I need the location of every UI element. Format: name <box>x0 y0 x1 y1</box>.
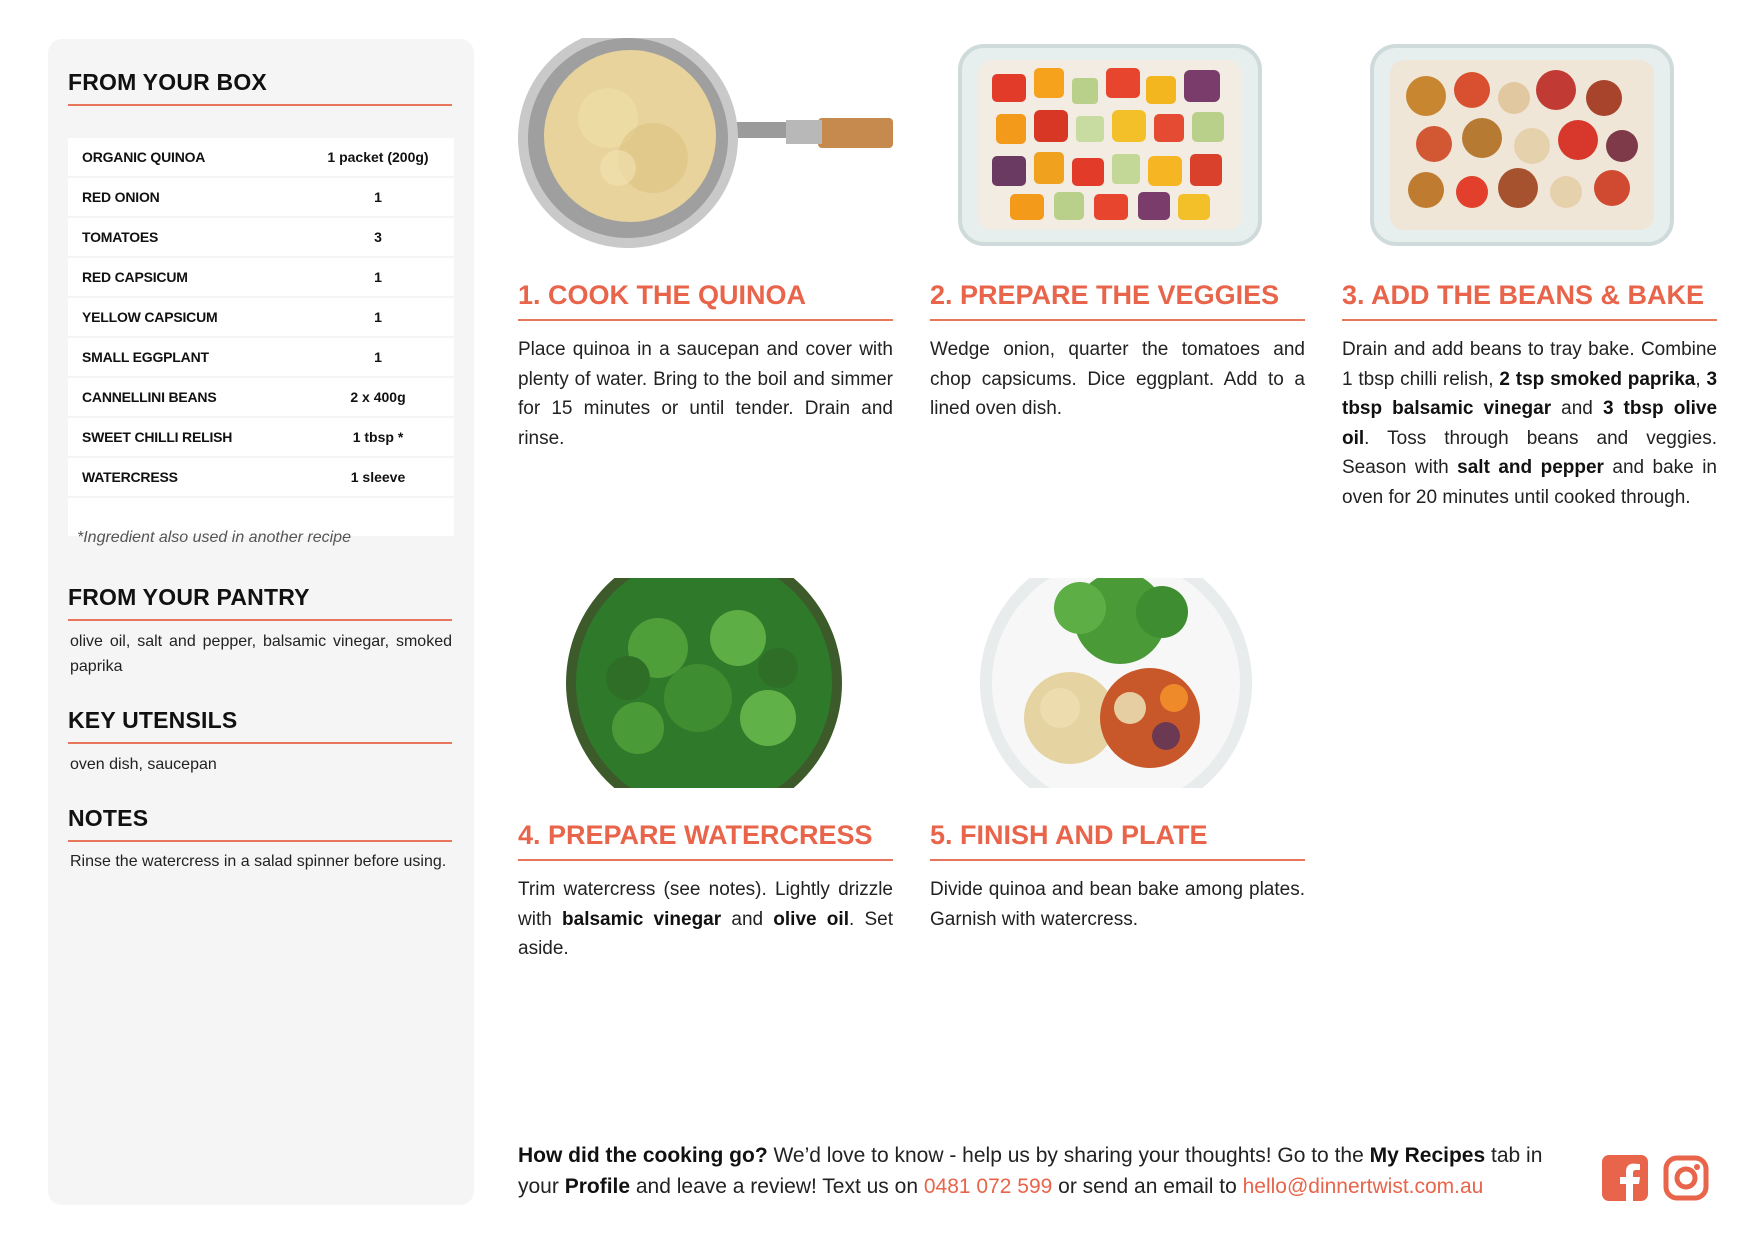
table-row <box>68 378 454 416</box>
step-3-bold-vinegar: 3 tbsp balsamic vinegar <box>1342 368 1718 419</box>
veggie-tray-illustration <box>930 38 1305 248</box>
step-2-text: Wedge onion, quarter the tomatoes and chop capsicums. Dice eggplant. Add to a lined oven dish. <box>930 339 1305 419</box>
plated-dish-illustration <box>930 578 1305 788</box>
footer-email-link[interactable]: hello@dinnertwist.com.au <box>1242 1175 1484 1198</box>
ingredient-name: YELLOW CAPSICUM <box>68 298 302 336</box>
step-4-text-part: and <box>721 908 774 930</box>
footer-heading: How did the cooking go? <box>518 1144 768 1167</box>
table-row <box>68 338 454 376</box>
from-your-box-title: FROM YOUR BOX <box>68 69 452 106</box>
step-4-bold-oil: olive oil <box>773 908 849 930</box>
step-3-text-part: and bake in oven for 20 minutes until cooked through. <box>1342 457 1717 508</box>
ingredient-name: ORGANIC QUINOA <box>68 138 302 176</box>
ingredients-sidebar <box>48 39 474 1205</box>
ingredient-qty: 1 <box>302 258 454 296</box>
instagram-icon[interactable] <box>1663 1155 1709 1201</box>
from-your-pantry-title: FROM YOUR PANTRY <box>68 584 452 621</box>
ingredient-qty: 1 sleeve <box>302 458 454 496</box>
plated-dish-image <box>930 578 1305 788</box>
step-3-bold-oil: 3 tbsp olive oil <box>1342 398 1718 449</box>
quinoa-strainer-image <box>518 38 893 248</box>
table-row <box>68 458 454 496</box>
ingredient-name: SMALL EGGPLANT <box>68 338 302 376</box>
ingredient-qty: 1 <box>302 338 454 376</box>
step-4-bold-vinegar: balsamic vinegar <box>562 908 722 930</box>
step-5-title: 5. FINISH AND PLATE <box>930 820 1305 861</box>
key-utensils-title: KEY UTENSILS <box>68 707 452 744</box>
pantry-text: olive oil, salt and pepper, balsamic vinegar, smoked paprika <box>70 633 452 675</box>
footer-text: We’d love to know - help us by sharing your thoughts! Go to the <box>767 1144 1370 1167</box>
notes-text: Rinse the watercress in a salad spinner before using. <box>70 853 447 870</box>
step-3-text-part: , <box>1695 368 1707 390</box>
utensils-text: oven dish, saucepan <box>70 756 217 773</box>
ingredient-qty: 1 packet (200g) <box>302 138 454 176</box>
step-2-title: 2. PREPARE THE VEGGIES <box>930 280 1305 321</box>
tray-bake-illustration <box>1342 38 1717 248</box>
table-row <box>68 138 454 176</box>
ingredient-name: SWEET CHILLI RELISH <box>68 418 302 456</box>
footer-profile: Profile <box>564 1175 631 1198</box>
watercress-image <box>518 578 893 788</box>
step-4-text <box>518 875 893 964</box>
ingredient-qty: 2 x 400g <box>302 378 454 416</box>
step-4-text-part: Trim watercress (see notes). Lightly drizzle with <box>518 879 893 930</box>
ingredient-qty: 1 tbsp * <box>302 418 454 456</box>
feedback-footer <box>518 1140 1588 1202</box>
ingredients-table <box>68 136 454 538</box>
watercress-illustration <box>518 578 893 788</box>
step-4-text-part: . Set aside. <box>518 908 893 959</box>
ingredient-qty: 1 <box>302 178 454 216</box>
step-3-text-part: and <box>1551 398 1603 419</box>
strainer-illustration <box>518 38 893 248</box>
table-row <box>68 258 454 296</box>
ingredient-qty: 1 <box>302 298 454 336</box>
notes-title: NOTES <box>68 805 452 842</box>
ingredient-name: TOMATOES <box>68 218 302 256</box>
footer-text: or send an email to <box>1052 1175 1243 1198</box>
step-3-bold-salt-pepper: salt and pepper <box>1457 457 1604 478</box>
step-3-text-part: Drain and add beans to tray bake. Combine 1 tbsp chilli relish, <box>1342 339 1717 390</box>
ingredient-name: WATERCRESS <box>68 458 302 496</box>
ingredient-name: CANNELLINI BEANS <box>68 378 302 416</box>
tray-bake-image <box>1342 38 1717 248</box>
step-4-title: 4. PREPARE WATERCRESS <box>518 820 893 861</box>
table-row <box>68 218 454 256</box>
step-3-title: 3. ADD THE BEANS & BAKE <box>1342 280 1717 321</box>
footer-phone-link[interactable]: 0481 072 599 <box>923 1175 1053 1198</box>
footer-text: and leave a review! Text us on <box>630 1175 924 1198</box>
footnote: *Ingredient also used in another recipe <box>77 529 351 546</box>
veggie-tray-image <box>930 38 1305 248</box>
table-row <box>68 418 454 456</box>
step-3-text-part: . Toss through beans and veggies. Season with <box>1342 427 1717 478</box>
step-3-text <box>1342 335 1717 512</box>
step-3-bold-paprika: 2 tsp smoked paprika <box>1499 368 1696 390</box>
ingredient-name: RED CAPSICUM <box>68 258 302 296</box>
step-1-title: 1. COOK THE QUINOA <box>518 280 893 321</box>
footer-my-recipes: My Recipes <box>1369 1144 1486 1167</box>
step-1-text: Place quinoa in a saucepan and cover with plenty of water. Bring to the boil and simmer for 15 minutes or until tender. Drain and rinse. <box>518 339 893 449</box>
ingredient-qty: 3 <box>302 218 454 256</box>
table-row <box>68 298 454 336</box>
footer-text: tab in your <box>518 1144 1543 1198</box>
ingredient-name: RED ONION <box>68 178 302 216</box>
facebook-icon[interactable] <box>1602 1155 1648 1201</box>
table-row <box>68 178 454 216</box>
step-5-text: Divide quinoa and bean bake among plates. Garnish with watercress. <box>930 879 1305 930</box>
